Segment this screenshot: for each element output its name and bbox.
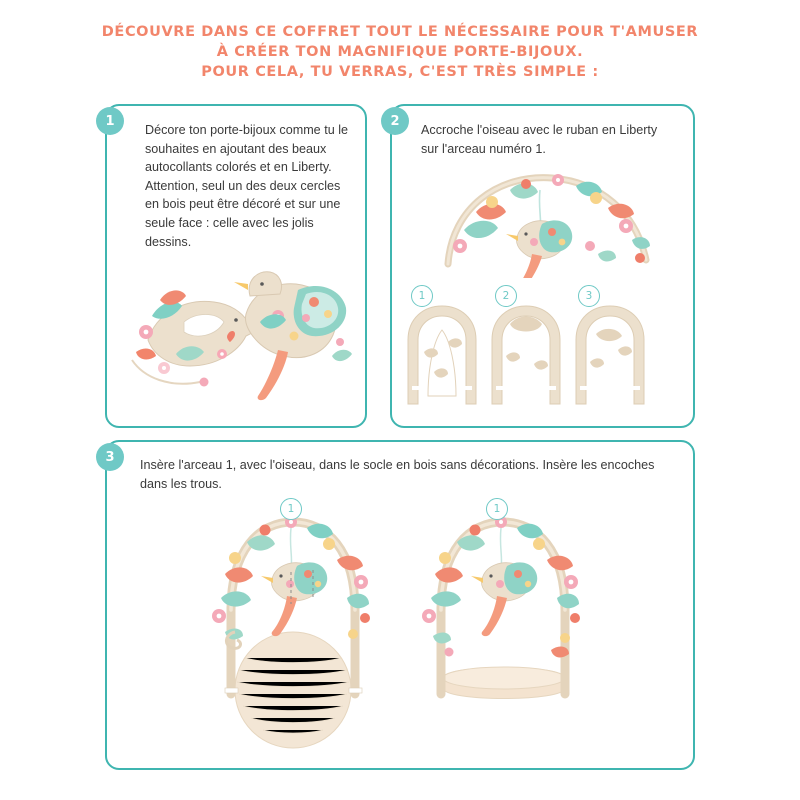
- figure-step-3-assembled-right: [405, 512, 605, 732]
- figure-label-arch-2: 2: [495, 285, 517, 307]
- bird-hanging-left: [261, 562, 327, 636]
- step-badge-1: 1: [96, 107, 124, 135]
- figure-label-arch-3: 3: [578, 285, 600, 307]
- page-title-line-3: POUR CELA, TU VERRAS, C'EST TRÈS SIMPLE :: [201, 64, 599, 80]
- page-title: [60, 22, 740, 82]
- step-badge-3: 3: [96, 443, 124, 471]
- step-text-2: Accroche l'oiseau avec le ruban en Liberty sur l'arceau numéro 1.: [421, 123, 658, 156]
- step-text-1: Décore ton porte-bijoux comme tu le souhaites en ajoutant des beaux autocollants colorés et en Liberty. Attention, seul un des deux cercles en bois peut être décoré et sur une seule face : celle avec les jolis dessins.: [145, 123, 348, 249]
- figure-step-2-arch-with-bird: [440, 168, 660, 278]
- base-disc-decorated: [235, 632, 351, 748]
- figure-label-arch-1: 1: [411, 285, 433, 307]
- base-disc-plain: [443, 667, 565, 699]
- figure-label-step3-left: 1: [280, 498, 302, 520]
- page-title-line-2: À CRÉER TON MAGNIFIQUE PORTE-BIJOUX.: [216, 44, 584, 60]
- step-text-3: Insère l'arceau 1, avec l'oiseau, dans le socle en bois sans décorations. Insère les encoches dans les trous.: [140, 458, 655, 491]
- step-badge-2: 2: [381, 107, 409, 135]
- figure-step-2-arch-parts: [398, 300, 684, 408]
- figure-step-1: [118, 240, 358, 420]
- figure-step-3-assembled-left: [195, 512, 395, 752]
- arch-part-3: [576, 306, 644, 404]
- bird-hanging-right: [471, 562, 537, 636]
- arch-part-1: [408, 306, 476, 404]
- page-title-line-1: DÉCOUVRE DANS CE COFFRET TOUT LE NÉCESSAIRE POUR T'AMUSER: [101, 24, 699, 40]
- figure-label-step3-right: 1: [486, 498, 508, 520]
- arch-part-2: [492, 306, 560, 404]
